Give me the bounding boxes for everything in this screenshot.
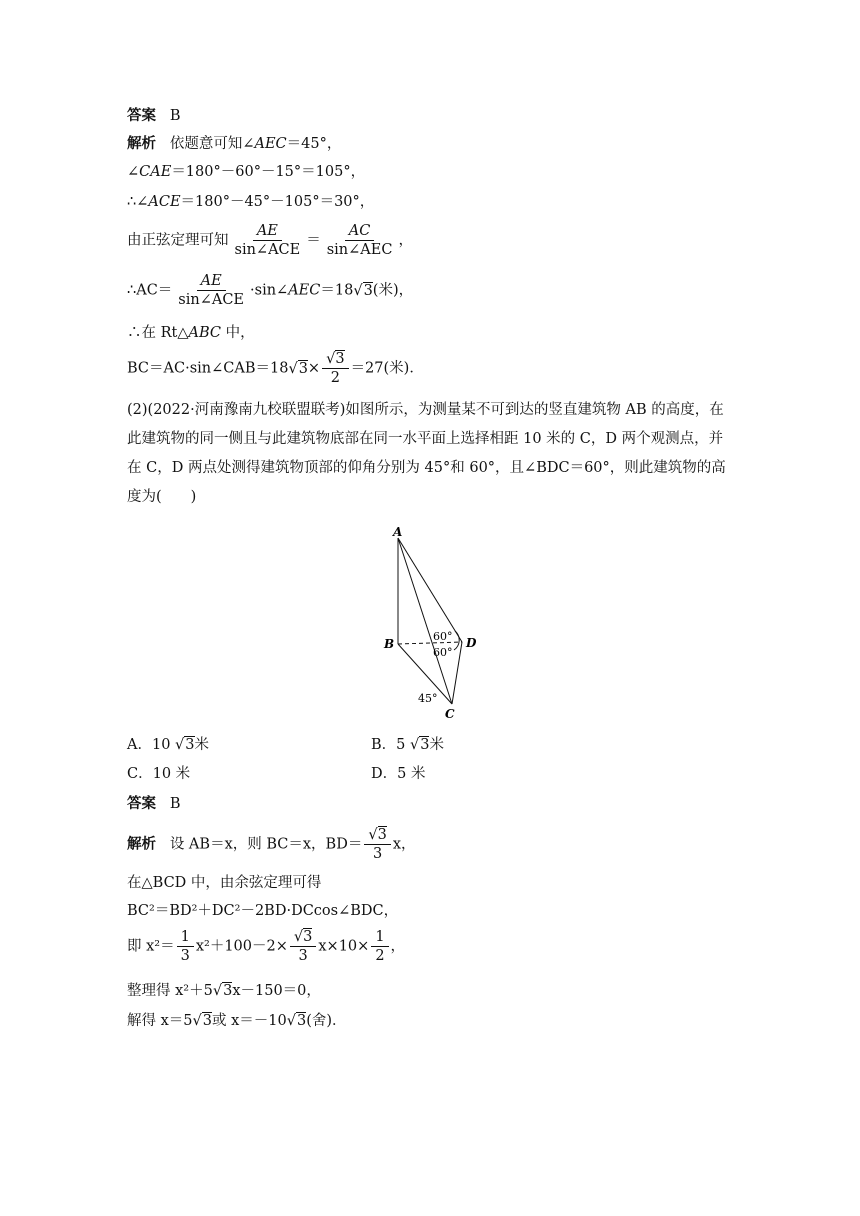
- option-d[interactable]: D．5 米: [371, 766, 426, 782]
- sqrt: √3: [175, 737, 195, 753]
- question2-text: [127, 396, 737, 512]
- radicand: 3: [185, 737, 195, 753]
- denominator: sin∠ACE: [234, 242, 301, 258]
- answer-line-2: [127, 794, 180, 814]
- numerator: AC: [345, 222, 375, 241]
- text: ＝27(米)．: [350, 360, 424, 377]
- angle-label-c: 45°: [418, 692, 438, 705]
- text: ，: [398, 232, 413, 249]
- sqrt: √3: [286, 1013, 307, 1029]
- sqrt: √3: [288, 360, 308, 377]
- solution2-line-2: 在△BCD 中，由余弦定理可得: [127, 875, 322, 891]
- fraction: [177, 928, 194, 965]
- answer-value: B: [169, 796, 181, 812]
- solution1-line-4: [127, 222, 413, 259]
- text: ＝: [306, 232, 321, 249]
- numerator: 1: [371, 928, 388, 947]
- text: ，: [390, 938, 406, 955]
- question-line: 度为( ): [127, 489, 197, 505]
- solution2-line-5: [127, 981, 321, 1001]
- edge-CD: [452, 642, 462, 704]
- sqrt: √3: [192, 1013, 212, 1029]
- option-a[interactable]: [127, 735, 209, 755]
- option-b[interactable]: [371, 735, 444, 755]
- radicand: 3: [297, 1013, 307, 1029]
- denominator: 2: [375, 948, 385, 964]
- fraction: [290, 928, 316, 965]
- label-D: D: [466, 636, 477, 650]
- denominator: sin∠ACE: [178, 292, 245, 308]
- solution1-line-6: [127, 323, 255, 343]
- question-line: 在 C，D 两点处测得建筑物顶部的仰角分别为 45°和 60°，且∠BDC＝60°，则此建筑物的高: [127, 460, 726, 476]
- text: 即 x²＝: [127, 938, 175, 955]
- sqrt: √3: [353, 282, 373, 299]
- text: 或 x＝－10: [212, 1013, 287, 1029]
- numerator: 1: [177, 928, 194, 947]
- label-B: B: [384, 637, 395, 651]
- denominator: sin∠AEC: [326, 242, 393, 258]
- option-unit: 米: [194, 737, 210, 753]
- text: x－150＝0，: [232, 983, 321, 999]
- text: 依题意可知∠: [169, 136, 255, 152]
- denominator: 2: [330, 370, 340, 386]
- question-line: 此建筑物的同一侧且与此建筑物底部在同一水平面上选择相距 10 米的 C，D 两个观测点，并: [127, 431, 724, 447]
- angle-label-top: 60°: [433, 630, 453, 643]
- solution-label: 解析: [127, 135, 156, 152]
- radicand: 3: [377, 827, 387, 843]
- solution1-line-7: [127, 350, 424, 387]
- text: ∠: [127, 164, 140, 180]
- solution1-line-1: [127, 134, 341, 154]
- solution-label: 解析: [127, 835, 156, 853]
- denominator: 3: [180, 948, 190, 964]
- text: BC＝AC·sin∠CAB＝18: [127, 360, 289, 377]
- geometry-figure: [370, 522, 490, 722]
- text: ·sin∠: [250, 282, 289, 299]
- radicand: 3: [298, 360, 308, 377]
- text: x×10×: [318, 938, 370, 955]
- text: x²＋100－2×: [195, 938, 288, 955]
- radicand: 3: [303, 929, 313, 945]
- text: ＝18: [320, 282, 354, 299]
- numerator: √3: [364, 826, 390, 845]
- fraction: [322, 350, 348, 387]
- text: 由正弦定理可知: [127, 232, 229, 249]
- text: 设 AB＝x，则 BC＝x，BD＝: [169, 836, 363, 853]
- var: AEC: [288, 282, 321, 299]
- text: ×: [307, 360, 321, 377]
- answer-value: B: [169, 108, 181, 124]
- radicand: 3: [420, 737, 430, 753]
- solution2-line-3: BC²＝BD²＋DC²－2BD·DCcos∠BDC，: [127, 903, 399, 919]
- text: 解得 x＝5: [127, 1013, 193, 1029]
- solution2-line-1: [127, 826, 416, 863]
- text: ∴在 Rt△: [127, 325, 189, 341]
- option-label: A．10: [127, 737, 171, 753]
- solution1-line-3: [127, 192, 374, 212]
- answer-label: 答案: [127, 795, 156, 812]
- text: ∴AC＝: [127, 282, 173, 299]
- text: x，: [392, 836, 416, 853]
- text: 中，: [221, 325, 255, 341]
- text: ∴∠: [127, 194, 149, 210]
- fraction: [364, 826, 390, 863]
- text: ＝45°，: [286, 136, 342, 152]
- radicand: 3: [223, 983, 233, 999]
- answer-label: 答案: [127, 107, 156, 124]
- sqrt: √3: [410, 737, 430, 753]
- numerator: AE: [197, 272, 226, 291]
- label-A: A: [393, 525, 403, 539]
- fraction: [371, 928, 388, 965]
- edge-AD: [398, 538, 462, 642]
- edge-AC: [398, 538, 452, 704]
- text: (米)，: [372, 282, 414, 299]
- var: CAE: [139, 164, 172, 180]
- text: (舍)．: [306, 1013, 347, 1029]
- solution1-line-2: [127, 162, 365, 182]
- text: ＝180°－45°－105°＝30°，: [180, 194, 375, 210]
- option-c[interactable]: C．10 米: [127, 766, 191, 782]
- radicand: 3: [202, 1013, 212, 1029]
- text: ＝180°－60°－15°＝105°，: [171, 164, 366, 180]
- var: ACE: [148, 194, 181, 210]
- denominator: 3: [298, 948, 308, 964]
- option-unit: 米: [429, 737, 444, 753]
- numerator: √3: [322, 350, 348, 369]
- denominator: 3: [372, 846, 383, 862]
- angle-label-bottom: 60°: [433, 646, 453, 659]
- solution2-line-6: [127, 1011, 347, 1031]
- numerator: AE: [253, 222, 282, 241]
- sqrt: √3: [212, 983, 233, 999]
- radicand: 3: [335, 351, 345, 367]
- var: AEC: [254, 136, 287, 152]
- fraction: [323, 222, 397, 259]
- question-line: (2)(2022·河南豫南九校联盟联考)如图所示，为测量某不可到达的竖直建筑物 AB 的高度，在: [127, 402, 724, 418]
- answer-line-1: [127, 106, 180, 126]
- text: 整理得 x²＋5: [127, 983, 213, 999]
- solution1-line-5: [127, 272, 413, 309]
- numerator: √3: [290, 928, 316, 947]
- radicand: 3: [363, 282, 373, 299]
- var: ABC: [188, 325, 222, 341]
- fraction: [174, 272, 248, 309]
- option-label: B．5: [371, 737, 406, 753]
- label-C: C: [445, 707, 455, 721]
- solution2-line-4: [127, 928, 405, 965]
- fraction: [231, 222, 305, 259]
